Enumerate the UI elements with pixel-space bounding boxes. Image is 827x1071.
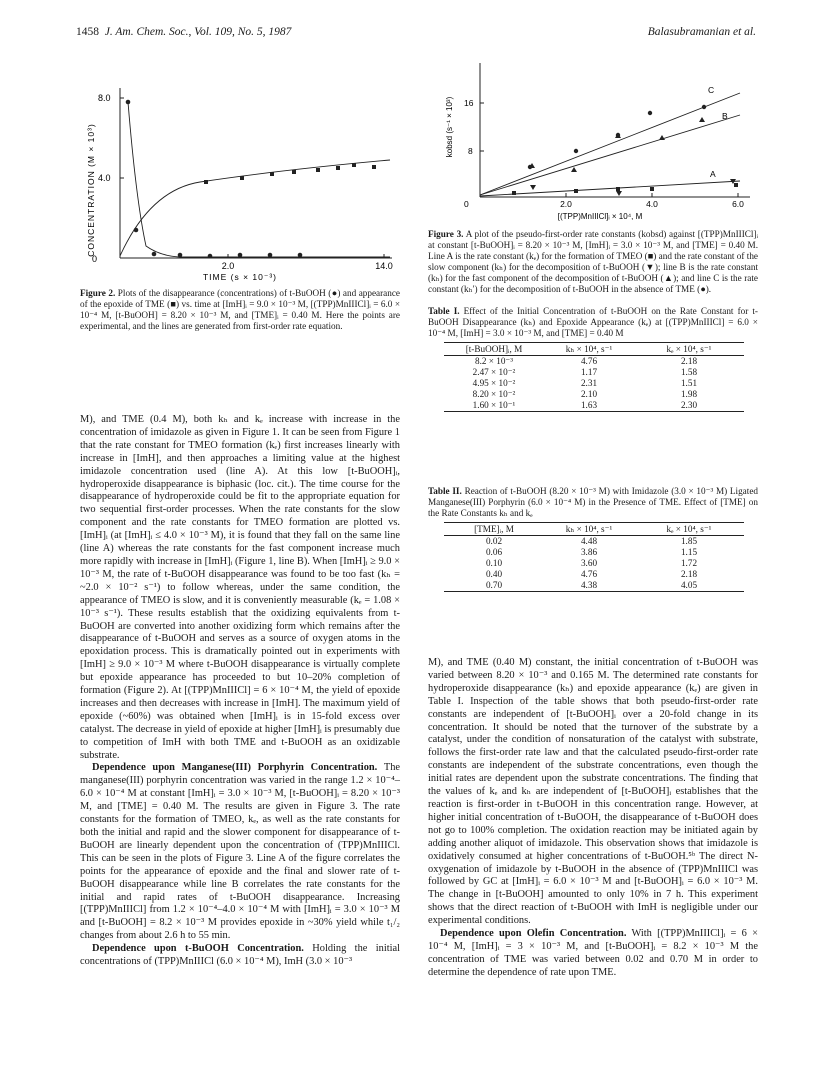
right-column-text <box>428 657 758 980</box>
left-column-text <box>80 414 400 969</box>
table-cell: 4.76 <box>580 356 598 366</box>
table-2-grid <box>444 522 744 592</box>
table-cell: 4.76 <box>580 569 598 579</box>
body-paragraph-with-heading <box>428 928 758 980</box>
figure-2-growth-curve <box>120 160 390 256</box>
figure-2-ytick-4: 4.0 <box>98 173 111 183</box>
table-cell: 4.05 <box>634 580 744 592</box>
table-row <box>444 547 744 558</box>
table-row <box>444 580 744 592</box>
section-heading: Dependence upon t-BuOOH Concentration. <box>92 943 304 955</box>
table-1-col-header: [t-BuOOH]ᵢ, M <box>444 343 544 356</box>
c-point <box>574 149 578 153</box>
table-cell: 1.72 <box>680 558 698 568</box>
tbuooh-point <box>268 253 273 258</box>
figure-2-epoxide-points <box>204 163 376 184</box>
table-2-title <box>428 486 758 519</box>
c-point <box>648 111 652 115</box>
body-paragraph-with-heading <box>80 943 400 969</box>
figure-2-tbuooh-points <box>126 100 303 259</box>
b-point <box>571 167 577 172</box>
table-row <box>444 378 744 389</box>
table-row <box>444 536 744 548</box>
table-cell: 1.58 <box>680 367 698 377</box>
figure-3-caption-head: Figure 3. <box>428 229 464 239</box>
table-cell: 3.86 <box>580 547 598 557</box>
table-cell: 2.30 <box>634 400 744 412</box>
body-paragraph-with-heading <box>80 762 400 943</box>
a-point <box>650 187 654 191</box>
figure-3-ytick-8: 8 <box>468 146 473 156</box>
a-point <box>512 191 516 195</box>
b-point <box>659 135 665 140</box>
table-cell: 0.06 <box>485 547 503 557</box>
table-2-col-header: kₑ × 10⁴, s⁻¹ <box>634 523 744 536</box>
epoxide-point <box>372 165 376 169</box>
figure-3-xtick-2: 2.0 <box>560 199 572 209</box>
epoxide-point <box>270 172 274 176</box>
figure-2-ytick-8: 8.0 <box>98 93 111 103</box>
figure-3-xtick-4: 4.0 <box>646 199 658 209</box>
table-1-title <box>428 306 758 339</box>
header-authors: Balasubramanian et al. <box>647 26 756 38</box>
b-point <box>699 117 705 122</box>
table-1-title-head: Table I. <box>428 306 460 316</box>
table-row <box>444 558 744 569</box>
tbuooh-point <box>134 228 139 233</box>
a-point-slow <box>616 191 622 196</box>
a-point <box>574 189 578 193</box>
table-cell: 3.60 <box>580 558 598 568</box>
epoxide-point <box>352 163 356 167</box>
table-1 <box>428 306 758 412</box>
table-cell: 4.38 <box>544 580 634 592</box>
figure-2-caption-head: Figure 2. <box>80 288 116 298</box>
epoxide-point <box>204 180 208 184</box>
figure-3-label-b: B <box>722 111 728 121</box>
table-cell: 2.47 × 10⁻² <box>472 367 516 377</box>
table-cell: 0.70 <box>444 580 544 592</box>
table-cell: 8.20 × 10⁻² <box>472 389 516 399</box>
table-cell: 0.10 <box>485 558 503 568</box>
table-2-col-header: kₕ × 10⁴, s⁻¹ <box>544 523 634 536</box>
table-cell: 1.60 × 10⁻¹ <box>444 400 544 412</box>
table-cell: 0.40 <box>485 569 503 579</box>
figure-3-xlabel: [(TPP)MnIIICl]ᵢ × 10⁴, M <box>557 212 643 221</box>
table-2 <box>428 486 758 592</box>
figure-3-b-points <box>529 117 705 172</box>
table-1-header-row <box>444 343 744 356</box>
table-row <box>444 569 744 580</box>
page-number: 1458 <box>76 26 99 38</box>
body-paragraph: M), and TME (0.40 M) constant, the initial concentration of t-BuOOH was varied between 8.20 × 10⁻³ and 0.165 M. The determined rate constants for hydroperoxide disappearance (kₕ) and epoxide appearance (kₑ) are given in Table I. Inspection of the table shows that both pseudo-first-order rate constants are independent of [t-BuOOH]ᵢ over a 20-fold change in its concentration. It should be noted that the turnover of the substrate by a catalyst, under the condition of nonsaturation of the catalyst with substrate, follows the first-order rate law and that the calculated pseudo-first-order rate constants are independent of the substrate concentrations, even though the initial rates are dependent upon the substrate concentrations. The finding that the values of kₑ and kₕ are independent of [t-BuOOH]ᵢ establishes that the reaction is first-order in t-BuOOH in this concentration range. However, at higher initial concentration of t-BuOOH, the disappearance of t-BuOOH does not go to 100% completion. The oxidation reaction may be initiated again by adding another aliquot of imidazole. This observation shows that imidazole is oxidatively consumed at higher concentrations of t-BuOOH.⁵ᵇ The direct N-oxygenation of imidazole by t-BuOOH in the absence of (TPP)MnIIICl was followed by GC at [ImH]ᵢ = 6.0 × 10⁻³ M and [t-BuOOH]ᵢ = 6.0 × 10⁻³ M. The change in [t-BuOOH] amounted to only 10% in 7 h. This experiment shows that the direct reaction of t-BuOOH with ImH is negligible under our experimental conditions. <box>428 657 758 927</box>
figure-3-line-c <box>480 93 740 195</box>
running-header <box>76 26 756 42</box>
table-row <box>444 367 744 378</box>
figure-2-decay-curve <box>128 102 390 257</box>
figure-3-caption <box>428 229 758 295</box>
body-paragraph: Holding the initial concentrations of (TPP)MnIIICl (6.0 × 10⁻⁴ M), ImH (3.0 × 10⁻³ <box>80 943 400 968</box>
table-cell: 1.98 <box>680 389 698 399</box>
figure-3-label-a: A <box>710 169 716 179</box>
figure-3-plot <box>440 55 770 223</box>
table-cell: 8.2 × 10⁻³ <box>474 356 514 366</box>
figure-2-caption <box>80 288 400 332</box>
tbuooh-point <box>238 253 243 258</box>
table-cell: 1.17 <box>580 367 598 377</box>
body-paragraph: With [(TPP)MnIIICl]ᵢ = 6 × 10⁻⁴ M, [ImH]ᵢ = 3 × 10⁻³ M, and [t-BuOOH]ᵢ = 8.2 × 10⁻³ M the concentration of TME was varied between 0.02 and 0.70 M in order to determine the dependence of rate upon TME. <box>428 928 758 978</box>
figure-2-xlabel: TIME (s × 10⁻³) <box>202 272 278 282</box>
epoxide-point <box>240 176 244 180</box>
journal-name: J. Am. Chem. Soc. <box>104 26 189 38</box>
body-paragraph: M), and TME (0.4 M), both kₕ and kₑ increase with increase in the concentration of imidazole as given in Figure 1. It can be seen from Figure 1 that the rate constant for TMEO formation (kₑ) first increases linearly with increase in [ImH], and then approaches a limiting value at the highest imidazole concentration used (line A). At this low [t-BuOOH]ᵢ, hydroperoxide disappearance is biphasic (loc. cit.). The time course for the disappearance of hydroperoxide could be fit to the appropriate equation for two sequential first-order processes. When the rate constants for the slow component and the rate constants for TMEO formation are plotted vs. [ImH]ᵢ (at [ImH]ᵢ ≤ 4.0 × 10⁻³ M), it is found that they fall on the same line (line A) whereas the rate constants for the fast component increase much more rapidly with increase in [ImH]ᵢ (Figure 1, line B). When [ImH]ᵢ ≥ 9.0 × 10⁻³ M, the rate of t-BuOOH disappearance was found to be too fast (kₕ = ~2.0 × 10⁻² s⁻¹) to follow whereas, under the same condition, the appearance of TMEO is slow, and it is conveniently measurable (kₑ = 1.08 × 10⁻³ s⁻¹). These results establish that the oxidizing equivalents from t-BuOOH are converted into another oxidizing form which remains after the disappearance of t-BuOOH and serves as a source of oxygen atoms in the epoxidation process. This is dramatically pointed out in experiments with [ImH] ≥ 9.0 × 10⁻³ M where t-BuOOH disappearance is virtually complete but epoxide appearance has proceeded to but 10–20% completion of formation (Figure 2). At [(TPP)MnIIICl] = 6 × 10⁻⁴ M, the yield of epoxide increases and then decreases with increase in [ImH]. The maximum yield of epoxide (~60%) was obtained when [ImH]ᵢ is in 15-fold excess over catalyst. The decrease in yield of epoxide at higher [ImH]ᵢ is presumably due to competition of ImH with both TME and t-BuOOH as an oxidizable substrate. <box>80 414 400 761</box>
a-point-slow <box>530 185 536 190</box>
tbuooh-point <box>298 253 303 258</box>
figure-2-axes <box>120 88 392 258</box>
table-cell: 1.51 <box>680 378 698 388</box>
section-heading: Dependence upon Manganese(III) Porphyrin Concentration. <box>92 762 378 774</box>
table-cell: 1.15 <box>680 547 698 557</box>
table-1-grid <box>444 342 744 412</box>
a-point <box>616 187 620 191</box>
table-1-title-text: Effect of the Initial Concentration of t-BuOOH on the Rate Constant for t-BuOOH Disappearance (kₕ) and Epoxide Appearance (kₑ) at [(TPP)MnIIICl] = 6.0 × 10⁻⁴ M, [ImH] = 3.0 × 10⁻³ M, and [TME] = 0.40 M <box>428 306 758 338</box>
figure-2-plot <box>80 50 410 282</box>
figure-3-label-c: C <box>708 85 715 95</box>
tbuooh-point <box>126 100 131 105</box>
body-paragraph: The manganese(III) porphyrin concentration was varied in the range 1.2 × 10⁻⁴–6.0 × 10⁻⁴ M at constant [ImH]ᵢ = 3.0 × 10⁻³ M, [t-BuOOH]ᵢ = 8.20 × 10⁻³ M, and [TME] = 0.40 M. The results are given in Figure 3. The rate constants for the formation of TMEO, kₑ, as well as the rate constants for both the initial and rapid and the slower component for disappearance of t-BuOOH are linearly dependent upon the concentration of (TPP)MnIIICl. This can be seen in the plots of Figure 3. Line A of the figure correlates the points for the appearance of epoxide and the final and slower rate of t-BuOOH disappearance while line B correlates the rate constants for the initial and rapid rates of t-BuOOH disappearance. Increasing [(TPP)MnIIICl] from 1.2 × 10⁻⁴–4.0 × 10⁻⁴ M with [ImH]ᵢ = 3.0 × 10⁻³ M and [t-BuOOH] = 8.2 × 10⁻³ M provides epoxide in ~30% yield while t₁/₂ changes from about 2.6 h to 55 min. <box>80 762 400 942</box>
figure-2-ylabel: CONCENTRATION (M × 10³) <box>86 123 96 257</box>
c-point <box>702 105 706 109</box>
figure-3-ytick-16: 16 <box>464 98 474 108</box>
epoxide-point <box>316 168 320 172</box>
table-row <box>444 389 744 400</box>
table-cell: 2.31 <box>580 378 598 388</box>
table-row <box>444 400 744 412</box>
table-2-title-text: Reaction of t-BuOOH (8.20 × 10⁻³ M) with Imidazole (3.0 × 10⁻³ M) Ligated Manganese(III) Porphyrin (6.0 × 10⁻⁴ M) in the Presence of TME. Effect of [TME] on the Rate Constants kₕ and kₑ <box>428 486 758 518</box>
figure-3-xtick-6: 6.0 <box>732 199 744 209</box>
table-cell: 2.18 <box>680 569 698 579</box>
table-2-header-row <box>444 523 744 536</box>
tbuooh-point <box>178 253 183 258</box>
figure-2-xtick-14: 14.0 <box>375 261 393 271</box>
figure-3-ylabel: kobsd (s⁻¹ × 10³) <box>445 96 454 158</box>
table-cell: 0.02 <box>485 536 503 546</box>
figure-2-caption-text: Plots of the disappearance (concentrations) of t-BuOOH (●) and appearance of the epoxide of TME (■) vs. time at [ImH]ᵢ = 9.0 × 10⁻³ M, [(TPP)MnIIICl]ᵢ = 6.0 × 10⁻⁴ M, [t-BuOOH] = 8.20 × 10⁻³ M, and [TME]ᵢ = 0.40 M. Here the points are experimental, and the lines are generated from first-order rate equation. <box>80 288 401 331</box>
figure-3-caption-text: A plot of the pseudo-first-order rate constants (kobsd) against [(TPP)MnIIICl]ᵢ at constant [t-BuOOH]ᵢ = 8.20 × 10⁻³ M, [ImH]ᵢ = 3.0 × 10⁻³ M, and [TME] = 0.40 M. Line A is the rate constant (kₑ) for the formation of TMEO (■) and the rate constant of the slow component (kₕ) for the decomposition of t-BuOOH (▼); line B is the rate constant (kₕ) for the fast component of the decomposition of t-BuOOH (▲); and line C is the rate constant (kₕ′) for the decomposition of t-BuOOH in the absence of TME (●). <box>428 229 758 294</box>
epoxide-point <box>336 166 340 170</box>
epoxide-point <box>292 170 296 174</box>
table-cell: 2.10 <box>580 389 598 399</box>
figure-3-xtick-0: 0 <box>464 199 469 209</box>
figure-2-xtick-2: 2.0 <box>221 261 235 271</box>
tbuooh-point <box>152 252 157 257</box>
table-1-col-header: kₑ × 10⁴, s⁻¹ <box>634 343 744 356</box>
table-cell: 2.18 <box>680 356 698 366</box>
volume-info: Vol. 109, No. 5, 1987 <box>194 26 292 38</box>
table-2-col-header: [TME]ᵢ, M <box>444 523 544 536</box>
figure-2-ytick-0: 0 <box>92 254 98 264</box>
section-heading: Dependence upon Olefin Concentration. <box>440 928 627 940</box>
a-point <box>734 183 738 187</box>
table-1-col-header: kₕ × 10⁴, s⁻¹ <box>544 343 634 356</box>
table-cell: 4.48 <box>580 536 598 546</box>
table-cell: 1.85 <box>680 536 698 546</box>
table-cell: 1.63 <box>544 400 634 412</box>
tbuooh-point <box>208 254 213 259</box>
header-left: 1458 J. Am. Chem. Soc., Vol. 109, No. 5, 1987 <box>76 26 292 38</box>
table-cell: 4.95 × 10⁻² <box>472 378 516 388</box>
table-row <box>444 356 744 368</box>
table-2-title-head: Table II. <box>428 486 462 496</box>
